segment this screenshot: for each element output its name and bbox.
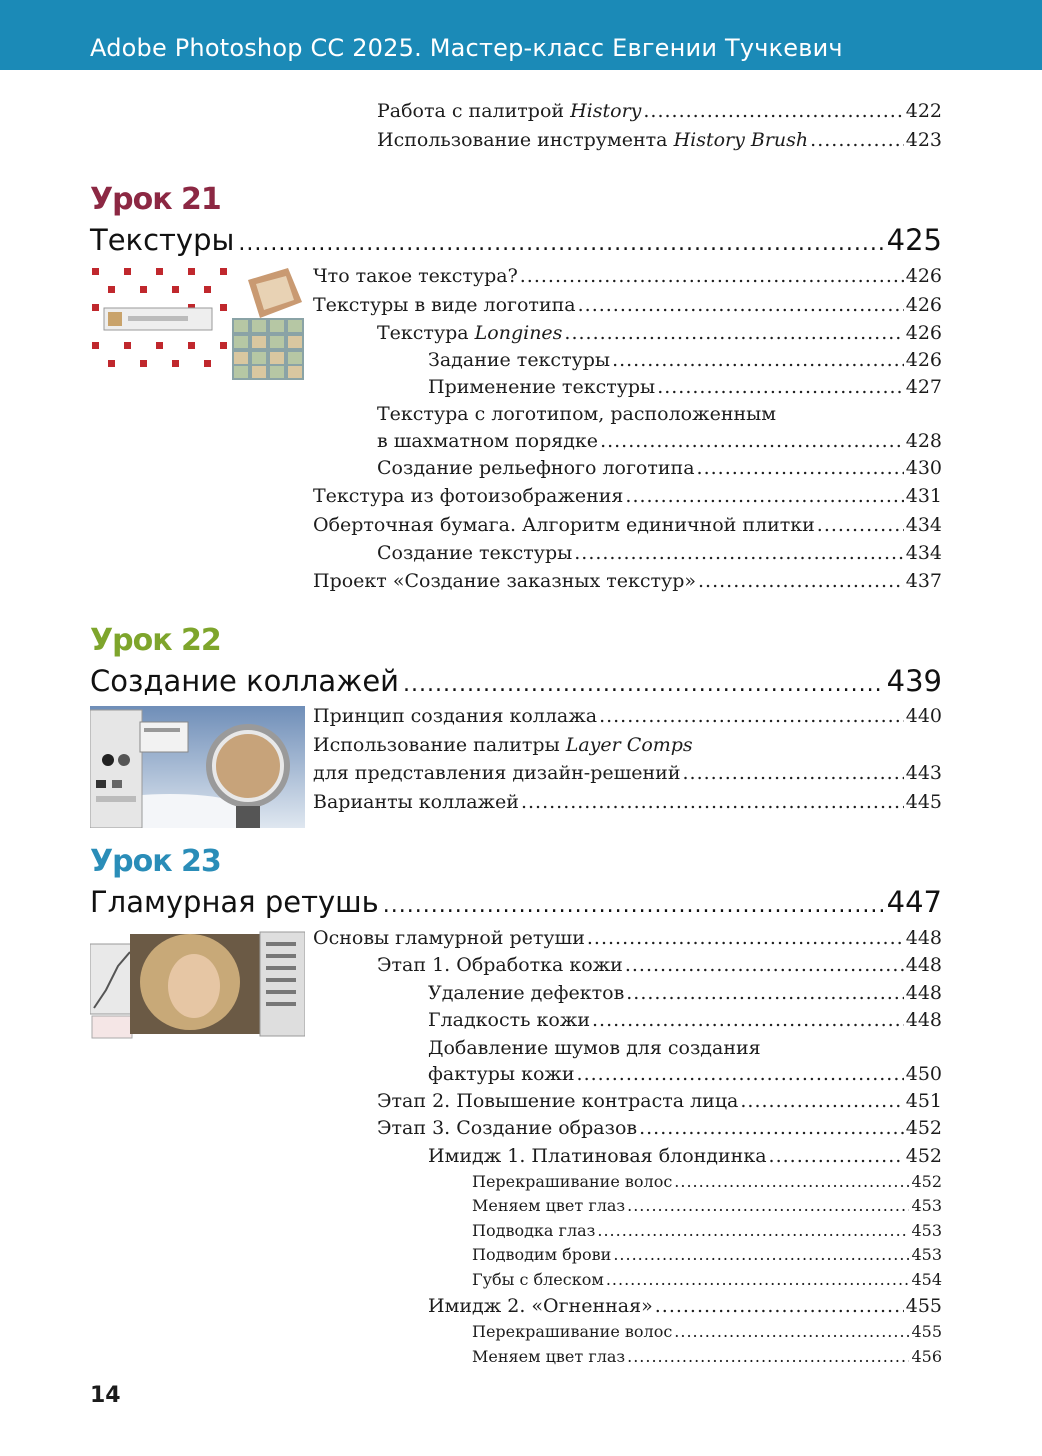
toc-entry: Использование инструмента History Brush ..... 423 bbox=[377, 127, 942, 153]
toc-entry: фактуры кожи ..... 450 bbox=[428, 1061, 942, 1087]
retouch-thumbnail bbox=[90, 930, 305, 1042]
toc-entry: Меняем цвет глаз ..... 456 bbox=[472, 1346, 942, 1368]
toc-entry: Перекрашивание волос ..... 455 bbox=[472, 1321, 942, 1343]
toc-entry: Имидж 2. «Огненная» ..... 455 bbox=[428, 1293, 942, 1319]
toc-entry: Удаление дефектов ..... 448 bbox=[428, 980, 942, 1006]
toc-entry: Имидж 1. Платиновая блондинка ..... 452 bbox=[428, 1143, 942, 1169]
toc-entry: Создание текстуры ..... 434 bbox=[377, 540, 942, 566]
toc-entry: Меняем цвет глаз ..... 453 bbox=[472, 1195, 942, 1217]
toc-entry: Этап 1. Обработка кожи ..... 448 bbox=[377, 952, 942, 978]
toc-entry: Работа с палитрой History ..... 422 bbox=[377, 98, 942, 124]
toc-entry: Применение текстуры ..... 427 bbox=[428, 374, 942, 400]
toc-entry: Текстура из фотоизображения ..... 431 bbox=[313, 483, 942, 509]
toc-entry: Подводка глаз ..... 453 bbox=[472, 1220, 942, 1242]
toc-entry: Текстура Longines ..... 426 bbox=[377, 320, 942, 346]
toc-entry: Основы гламурной ретуши ..... 448 bbox=[313, 925, 942, 951]
chapter-title: Текстуры ..... 425 bbox=[90, 222, 942, 262]
chapter-title: Создание коллажей ..... 439 bbox=[90, 663, 942, 703]
toc-entry-line: Текстура с логотипом, расположенным bbox=[377, 403, 777, 425]
toc-entry-line: Добавление шумов для создания bbox=[428, 1037, 761, 1059]
toc-entry: Гладкость кожи ..... 448 bbox=[428, 1007, 942, 1033]
toc-entry: Проект «Создание заказных текстур» ..... 437 bbox=[313, 568, 942, 594]
toc-entry: Этап 3. Создание образов ..... 452 bbox=[377, 1115, 942, 1141]
toc-entry: Принцип создания коллажа ..... 440 bbox=[313, 703, 942, 729]
toc-entry: Задание текстуры ..... 426 bbox=[428, 347, 942, 373]
page-number: 14 bbox=[90, 1383, 121, 1408]
lesson-label: Урок 23 bbox=[90, 844, 221, 879]
chapter-title: Гламурная ретушь ..... 447 bbox=[90, 884, 942, 924]
toc-entry: Перекрашивание волос ..... 452 bbox=[472, 1171, 942, 1193]
book-title: Adobe Photoshop CC 2025. Мастер-класс Евгении Тучкевич bbox=[90, 34, 843, 62]
toc-entry: для представления дизайн-решений ..... 443 bbox=[313, 760, 942, 786]
toc-entry: Этап 2. Повышение контраста лица ..... 451 bbox=[377, 1088, 942, 1114]
collage-thumbnail bbox=[90, 706, 305, 828]
toc-entry: Варианты коллажей ..... 445 bbox=[313, 789, 942, 815]
toc-entry: Подводим брови ..... 453 bbox=[472, 1244, 942, 1266]
lesson-label: Урок 21 bbox=[90, 182, 221, 217]
toc-entry: Оберточная бумага. Алгоритм единичной плитки ..... 434 bbox=[313, 512, 942, 538]
texture-thumbnail bbox=[90, 262, 305, 380]
toc-entry: Губы с блеском ..... 454 bbox=[472, 1269, 942, 1291]
toc-entry: Что такое текстура? ..... 426 bbox=[313, 263, 942, 289]
toc-entry: в шахматном порядке ..... 428 bbox=[377, 428, 942, 454]
toc-entry-line: Использование палитры Layer Comps bbox=[313, 734, 693, 756]
lesson-label: Урок 22 bbox=[90, 623, 221, 658]
toc-entry: Создание рельефного логотипа ..... 430 bbox=[377, 455, 942, 481]
toc-entry: Текстуры в виде логотипа ..... 426 bbox=[313, 292, 942, 318]
page-header bbox=[0, 0, 1042, 70]
